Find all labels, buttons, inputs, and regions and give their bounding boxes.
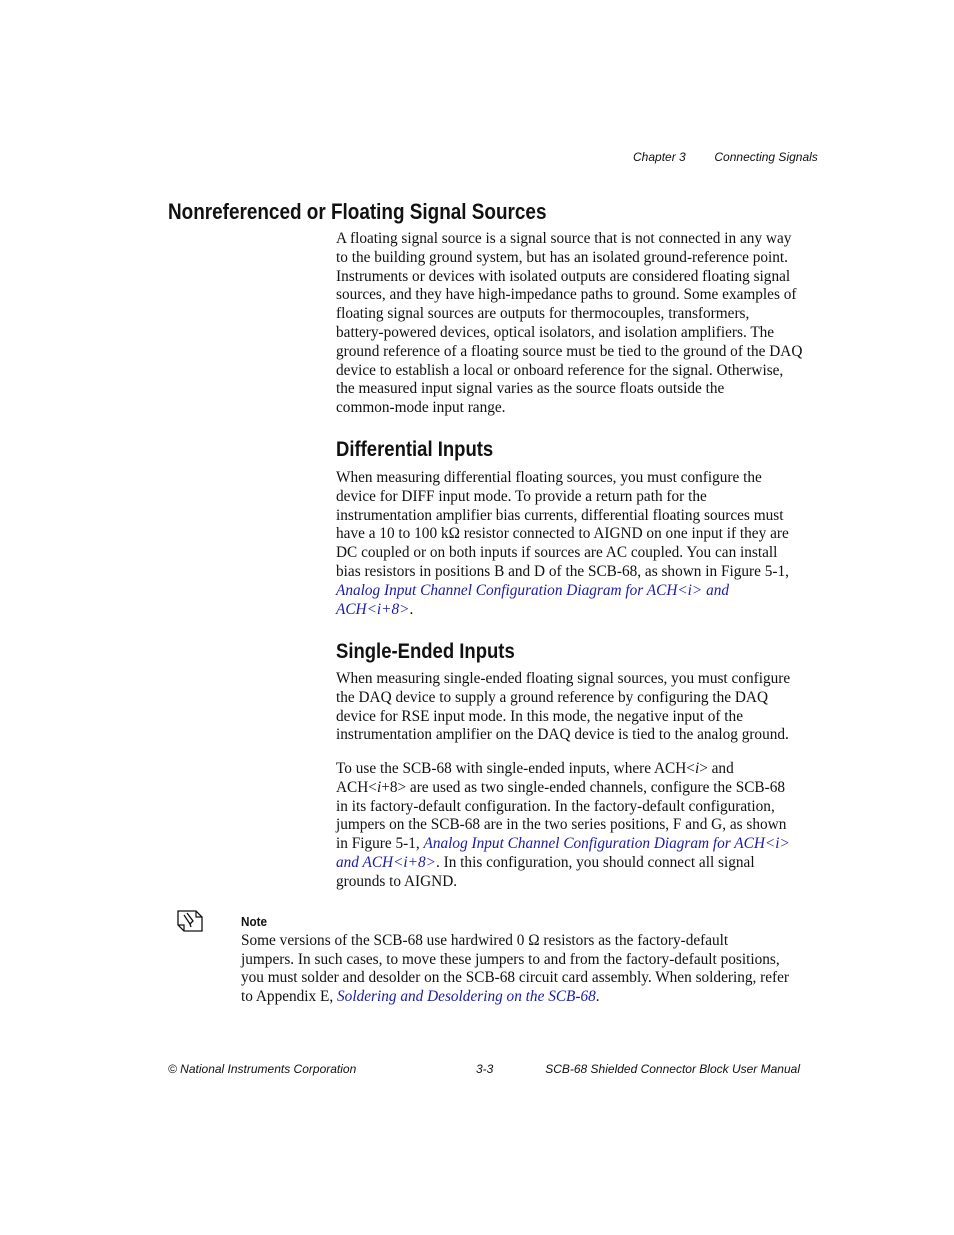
text-line: DC coupled or on both inputs if sources are AC coupled. You can install <box>336 544 778 562</box>
text-line: ground reference of a floating source must be tied to the ground of the DAQ <box>336 342 803 360</box>
text-line: you must solder and desolder on the SCB-68 circuit card assembly. When soldering, refer <box>241 969 790 987</box>
text-run: +8> are used as two single-ended channels, configure the SCB-68 <box>381 778 786 796</box>
text-line: sources, and they have high-impedance paths to ground. Some examples of <box>336 286 797 304</box>
italic-var: i <box>376 778 382 796</box>
section-heading-differential: Differential Inputs <box>336 437 494 461</box>
note-paragraph <box>241 913 806 1007</box>
text-line: When measuring single-ended floating signal sources, you must configure <box>336 670 791 687</box>
text-line: to the building ground system, but has an isolated ground-reference point. <box>336 248 789 266</box>
header-title: Connecting Signals <box>714 150 818 164</box>
text-line: floating signal sources are outputs for thermocouples, transformers, <box>336 305 750 323</box>
floating-paragraph <box>336 230 803 418</box>
section-heading-single-ended: Single-Ended Inputs <box>336 639 515 663</box>
text-line <box>336 779 799 798</box>
note-icon <box>176 908 204 934</box>
figure-5-1-link-2[interactable]: Analog Input Channel Configuration Diagram for ACH<i> <box>423 835 790 853</box>
text-run: > and <box>699 760 734 777</box>
text-run: . <box>595 988 600 1006</box>
note-label: Note <box>241 914 268 929</box>
text-line: Instruments or devices with isolated outputs are considered floating signal <box>336 267 791 285</box>
text-line: A floating signal source is a signal source that is not connected in any way <box>336 230 792 247</box>
text-line: have a 10 to 100 kΩ resistor connected to AIGND on one input if they are <box>336 525 789 543</box>
text-line: device for RSE input mode. In this mode, the negative input of the <box>336 707 743 725</box>
text-run: To use the SCB-68 with single-ended inputs, where ACH< <box>336 760 695 777</box>
text-line: instrumentation amplifier on the DAQ device is tied to the analog ground. <box>336 726 789 744</box>
text-line: device to establish a local or onboard reference for the signal. Otherwise, <box>336 361 784 379</box>
italic-var: i <box>694 760 700 777</box>
section-heading-floating: Nonreferenced or Floating Signal Sources <box>168 199 547 224</box>
period: . <box>409 600 414 618</box>
text-line <box>336 835 799 854</box>
text-line <box>241 913 806 951</box>
header-chapter: Chapter 3 <box>633 150 686 164</box>
appendix-e-link[interactable]: Soldering and Desoldering on the SCB-68 <box>337 988 596 1006</box>
text-line <box>336 760 799 779</box>
text-line: jumpers on the SCB-68 are in the two series positions, F and G, as shown <box>336 816 787 834</box>
text-line: common-mode input range. <box>336 399 506 417</box>
running-header <box>633 150 818 164</box>
single-ended-paragraph-1 <box>336 670 799 745</box>
text-line: grounds to AIGND. <box>336 872 458 890</box>
text-run: . In this configuration, you should connect all signal <box>435 853 755 871</box>
text-line: jumpers. In such cases, to move these jumpers to and from the factory-default positions, <box>241 950 780 968</box>
text-run: in Figure 5-1, <box>336 835 424 853</box>
text-run: ACH< <box>336 778 377 796</box>
text-line <box>336 582 799 601</box>
figure-5-1-link[interactable]: Analog Input Channel Configuration Diagram for ACH<i> and <box>336 581 730 599</box>
figure-5-1-link-2-cont[interactable]: and ACH<i+8> <box>336 853 436 871</box>
footer-manual-title: SCB-68 Shielded Connector Block User Manual <box>545 1062 800 1076</box>
footer-page-number: 3-3 <box>476 1062 494 1076</box>
figure-5-1-link-cont[interactable]: ACH<i+8> <box>336 600 410 618</box>
text-line <box>241 988 806 1007</box>
text-line: When measuring differential floating sources, you must configure the <box>336 469 762 486</box>
footer-copyright: © National Instruments Corporation <box>168 1062 357 1076</box>
text-line: battery-powered devices, optical isolators, and isolation amplifiers. The <box>336 323 775 341</box>
text-line: device for DIFF input mode. To provide a return path for the <box>336 487 707 505</box>
single-ended-paragraph-2 <box>336 760 799 892</box>
text-line: the measured input signal varies as the source floats outside the <box>336 380 725 398</box>
text-run: to Appendix E, <box>241 988 338 1006</box>
text-line <box>336 601 799 620</box>
text-line: bias resistors in positions B and D of the SCB-68, as shown in Figure 5-1, <box>336 562 789 580</box>
text-line <box>336 854 799 873</box>
differential-paragraph <box>336 469 799 619</box>
text-line: instrumentation amplifier bias currents, differential floating sources must <box>336 506 784 524</box>
text-line: the DAQ device to supply a ground reference by configuring the DAQ <box>336 688 769 706</box>
text-run: Some versions of the SCB-68 use hardwired 0 Ω resistors as the factory-default <box>241 931 729 949</box>
text-line: in its factory-default configuration. In the factory-default configuration, <box>336 797 775 815</box>
